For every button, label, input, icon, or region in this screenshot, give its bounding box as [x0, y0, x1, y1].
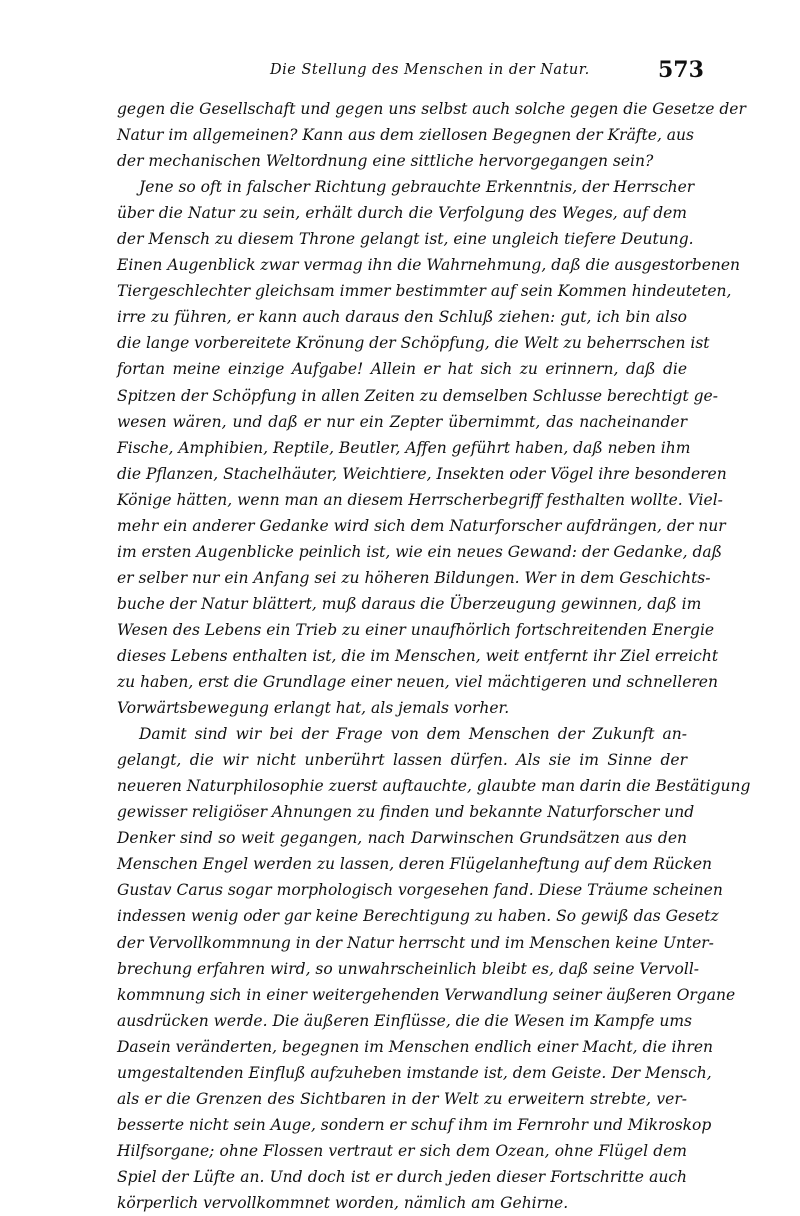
text-line: besserte nicht sein Auge, sondern er schuf ihm im Fernrohr und Mikroskop [117, 1115, 712, 1134]
text-line: Hilfsorgane; ohne Flossen vertraut er sich dem Ozean, ohne Flügel dem [117, 1141, 687, 1160]
text-line: kommnung sich in einer weitergehenden Verwandlung seiner äußeren Organe [117, 985, 736, 1004]
text-line: der mechanischen Weltordnung eine sittliche hervorgegangen sein? [117, 152, 654, 171]
text-line: Spiel der Lüfte an. Und doch ist er durch jeden dieser Fortschritte auch [117, 1167, 687, 1186]
paragraph [117, 174, 741, 721]
text-line: neueren Naturphilosophie zuerst auftauchte, glaubte man darin die Bestätigung [117, 777, 751, 796]
text-line: Natur im allgemeinen? Kann aus dem ziellosen Begegnen der Kräfte, aus [117, 126, 694, 145]
text-line: die lange vorbereitete Krönung der Schöpfung, die Welt zu beherrschen ist [117, 334, 710, 353]
text-line: Dasein veränderten, begegnen im Menschen endlich einer Macht, die ihren [117, 1037, 714, 1056]
page-number: 573 [658, 57, 704, 83]
text-line: brechung erfahren wird, so unwahrscheinlich bleibt es, daß seine Vervoll- [117, 959, 700, 978]
body-text [117, 96, 751, 1216]
text-line: der Mensch zu diesem Throne gelangt ist, eine ungleich tiefere Deutung. [117, 230, 694, 249]
running-title: Die Stellung des Menschen in der Natur. [270, 62, 590, 78]
text-line: er selber nur ein Anfang sei zu höheren Bildungen. Wer in dem Geschichts- [117, 568, 711, 587]
text-line: fortan meine einzige Aufgabe! Allein er hat sich zu erinnern, daß die [117, 360, 687, 379]
text-line: Vorwärtsbewegung erlangt hat, als jemals vorher. [117, 699, 510, 718]
text-line: gegen die Gesellschaft und gegen uns selbst auch solche gegen die Gesetze der [117, 100, 746, 118]
text-line: Tiergeschlechter gleichsam immer bestimmter auf sein Kommen hindeuteten, [117, 282, 732, 301]
text-line: Menschen Engel werden zu lassen, deren Flügelanheftung auf dem Rücken [117, 855, 713, 874]
text-line: über die Natur zu sein, erhält durch die Verfolgung des Weges, auf dem [117, 204, 687, 223]
paragraph [117, 721, 751, 1216]
text-line: dieses Lebens enthalten ist, die im Menschen, weit entfernt ihr Ziel erreicht [117, 646, 719, 665]
text-line: die Pflanzen, Stachelhäuter, Weichtiere, Insekten oder Vögel ihre besonderen [117, 464, 727, 483]
text-line: irre zu führen, er kann auch daraus den Schluß ziehen: gut, ich bin also [117, 308, 687, 327]
text-line: buche der Natur blättert, muß daraus die Überzeugung gewinnen, daß im [117, 594, 702, 613]
text-line: Damit sind wir bei der Frage von dem Menschen der Zukunft an- [139, 725, 687, 744]
text-line: als er die Grenzen des Sichtbaren in der Welt zu erweitern strebte, ver- [117, 1089, 687, 1108]
page-header [0, 57, 800, 88]
text-line: Wesen des Lebens ein Trieb zu einer unaufhörlich fortschreitenden Energie [117, 620, 715, 639]
text-line: körperlich vervollkommnet worden, nämlich am Gehirne. [117, 1193, 569, 1212]
text-line: gewisser religiöser Ahnungen zu finden und bekannte Naturforscher und [117, 803, 695, 822]
text-line: Gustav Carus sogar morphologisch vorgesehen fand. Diese Träume scheinen [117, 881, 723, 900]
text-line: Könige hätten, wenn man an diesem Herrscherbegriff festhalten wollte. Viel- [117, 490, 723, 509]
text-line: Einen Augenblick zwar vermag ihn die Wahrnehmung, daß die ausgestorbenen [117, 256, 741, 275]
text-line: im ersten Augenblicke peinlich ist, wie ein neues Gewand: der Gedanke, daß [117, 542, 722, 561]
text-line: Denker sind so weit gegangen, nach Darwinschen Grundsätzen aus den [117, 829, 687, 848]
text-line: indessen wenig oder gar keine Berechtigung zu haben. So gewiß das Gesetz [117, 907, 719, 926]
text-line: Jene so oft in falscher Richtung gebrauchte Erkenntnis, der Herrscher [139, 178, 695, 197]
text-line: Fische, Amphibien, Reptile, Beutler, Affen geführt haben, daß neben ihm [117, 438, 691, 457]
text-line: wesen wären, und daß er nur ein Zepter übernimmt, das nacheinander [117, 412, 687, 431]
text-line: mehr ein anderer Gedanke wird sich dem Naturforscher aufdrängen, der nur [117, 516, 726, 535]
text-line: umgestaltenden Einfluß aufzuheben imstande ist, dem Geiste. Der Mensch, [117, 1063, 712, 1082]
text-line: zu haben, erst die Grundlage einer neuen, viel mächtigeren und schnelleren [117, 673, 718, 692]
paragraph [117, 96, 746, 174]
text-line: Spitzen der Schöpfung in allen Zeiten zu demselben Schlusse berechtigt ge- [117, 386, 718, 405]
text-line: der Vervollkommnung in der Natur herrscht und im Menschen keine Unter- [117, 933, 714, 952]
text-line: gelangt, die wir nicht unberührt lassen dürfen. Als sie im Sinne der [117, 751, 687, 770]
text-line: ausdrücken werde. Die äußeren Einflüsse, die die Wesen im Kampfe ums [117, 1011, 693, 1030]
